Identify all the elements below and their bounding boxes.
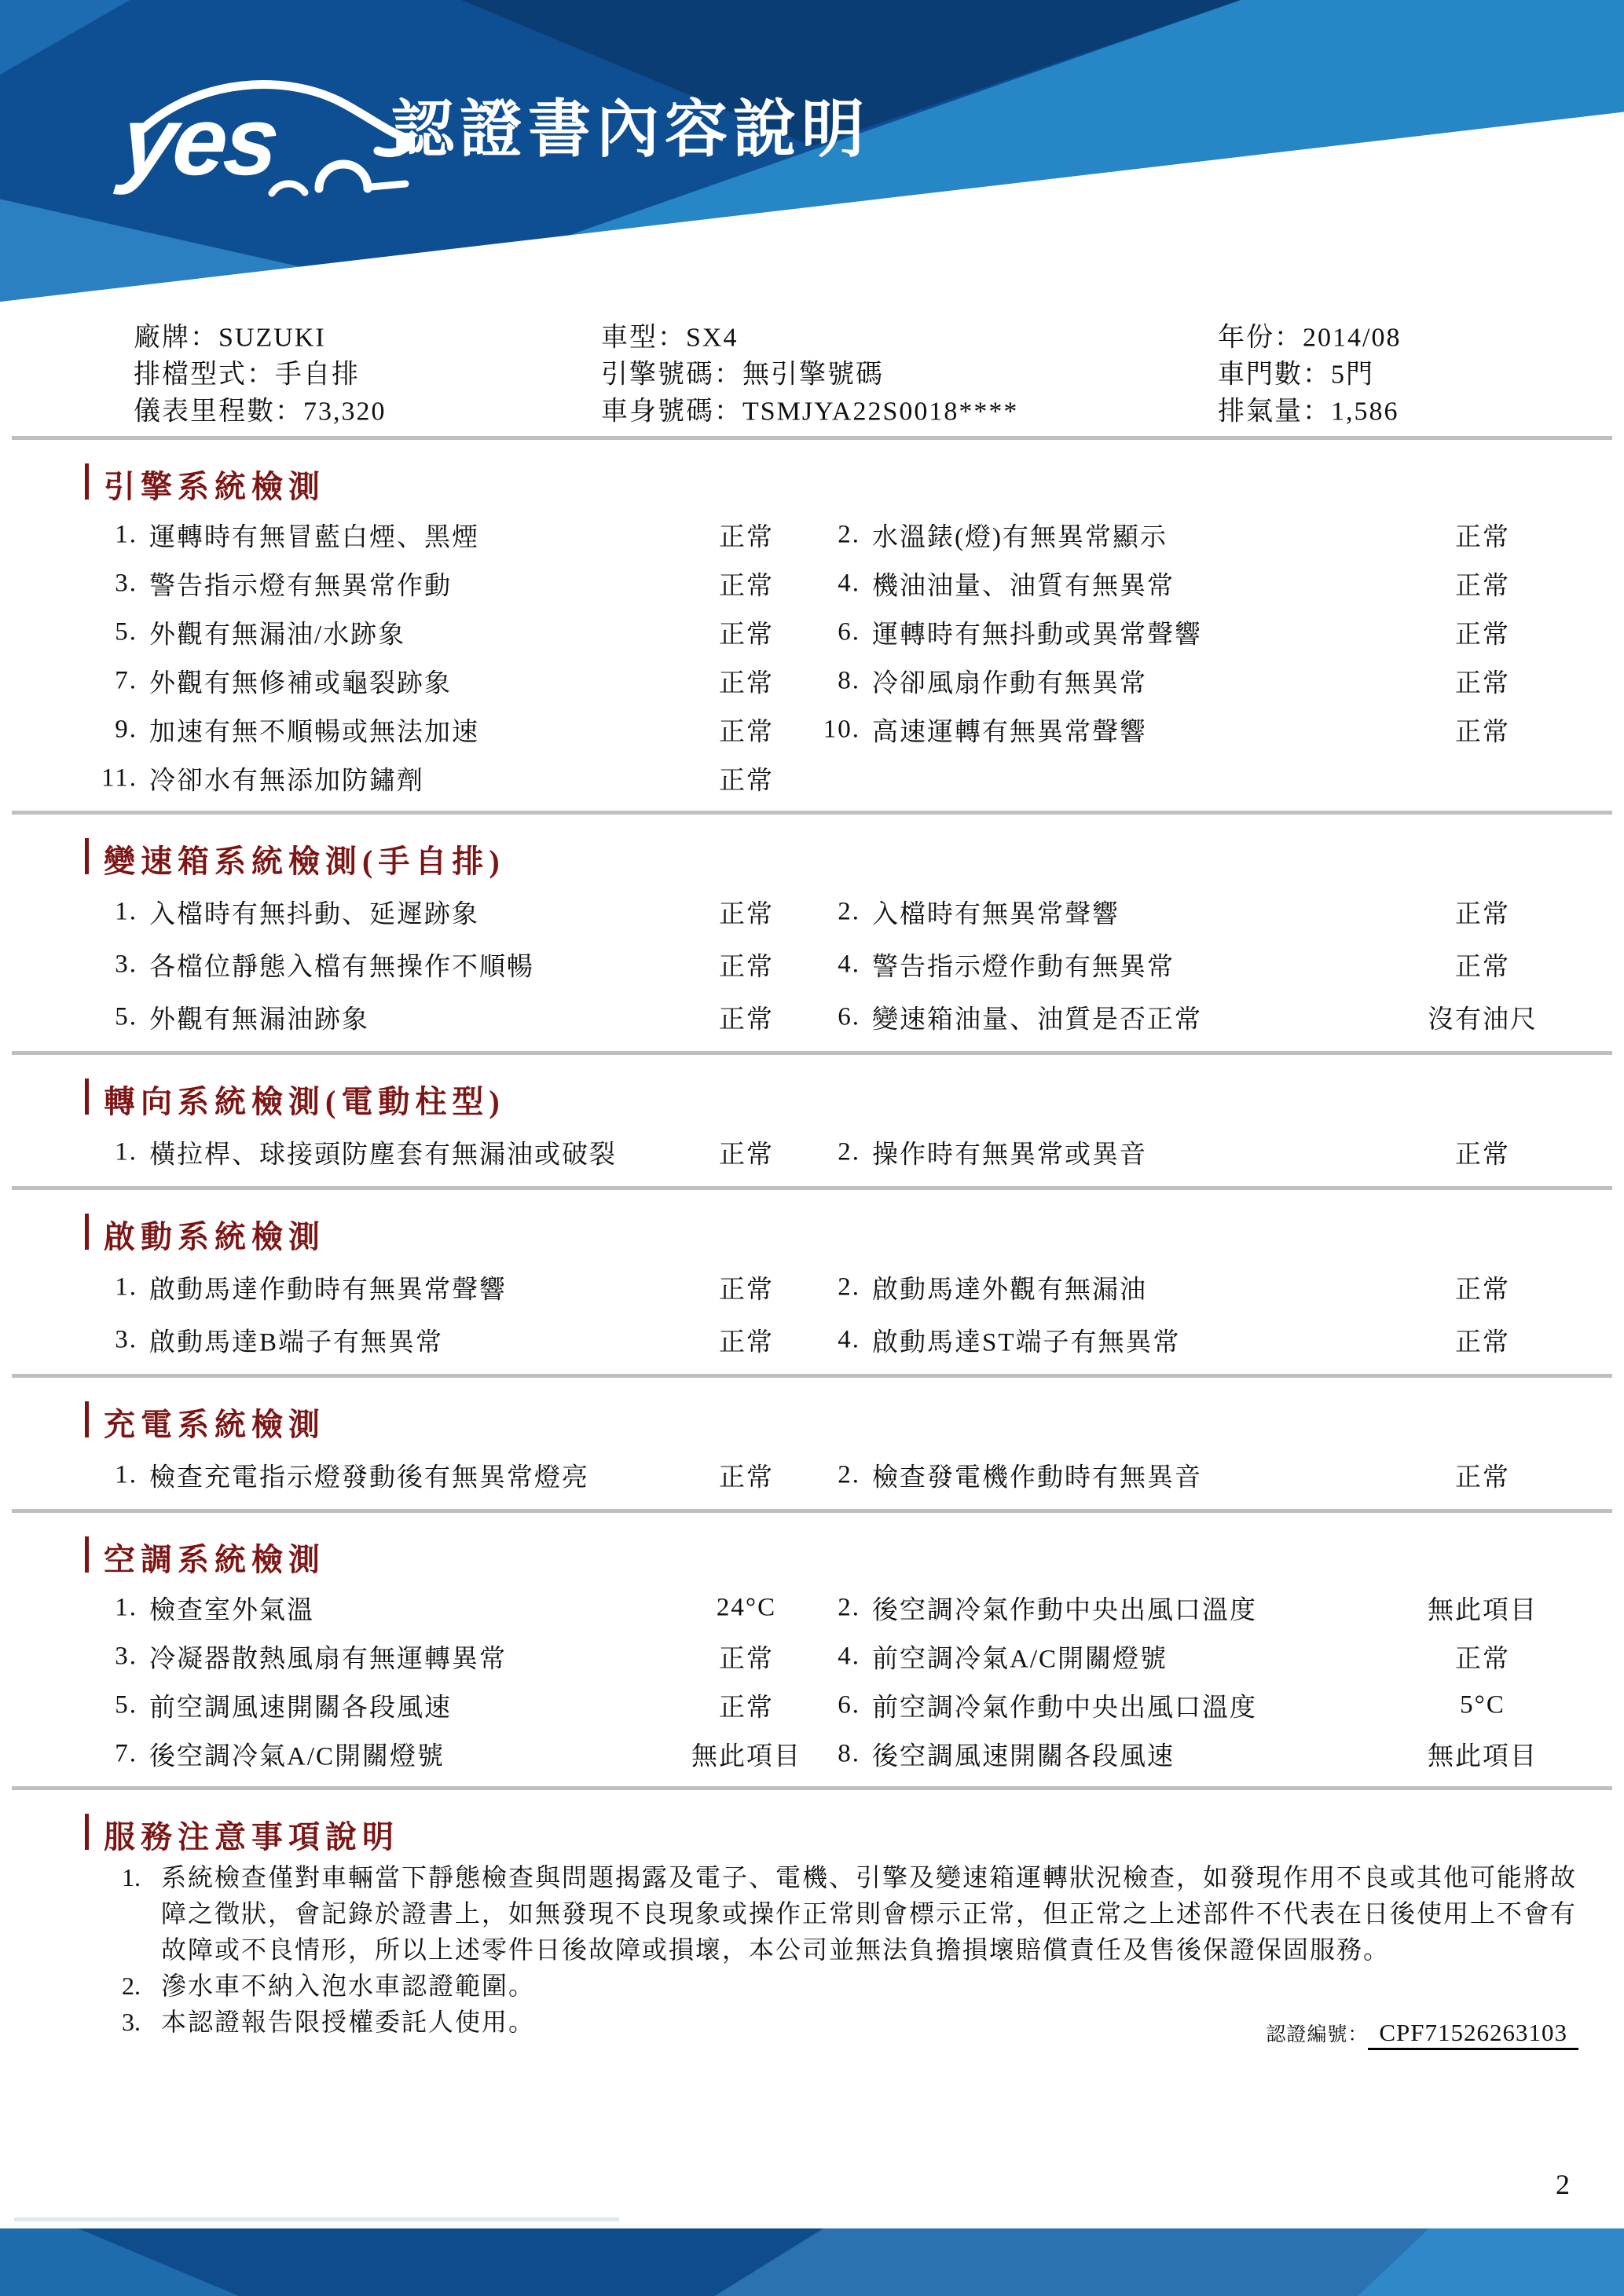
item-value: 正常: [719, 621, 774, 650]
vehicle-info-item: 年份：2014/08: [1218, 323, 1402, 352]
section-header: [0, 1535, 1624, 1577]
note-item: [90, 1859, 1624, 1968]
item-label: 運轉時有無冒藍白煙、黑煙: [149, 523, 479, 552]
item-value: 正常: [719, 1463, 774, 1492]
inspection-row: [0, 1448, 1624, 1501]
item-label: 冷凝器散熱風扇有無運轉異常: [149, 1645, 507, 1674]
item-value: 正常: [1455, 669, 1510, 698]
vehicle-info-item: 車型：SX4: [601, 323, 739, 352]
inspection-row: [0, 938, 1624, 991]
item-number: 2.: [838, 1137, 860, 1166]
item-label: 前空調冷氣作動中央出風口溫度: [872, 1694, 1257, 1723]
item-number: 4.: [838, 569, 860, 598]
page-number: 2: [1556, 2169, 1570, 2200]
car-silhouette-icon: [116, 66, 431, 231]
item-label: 啟動馬達ST端子有無異常: [872, 1328, 1181, 1357]
inspection-section: [0, 1535, 1624, 1790]
item-number: 11.: [101, 764, 137, 793]
item-number: 6.: [838, 617, 860, 646]
note-text: 本認證報告限授權委託人使用。: [161, 2008, 536, 2036]
item-number: 8.: [838, 1739, 860, 1768]
item-number: 3.: [115, 950, 137, 978]
inspection-section: [0, 462, 1624, 815]
certificate-number-value: CPF71526263103: [1368, 2019, 1578, 2050]
item-label: 高速運轉有無異常聲響: [872, 718, 1147, 747]
item-value: 正常: [719, 572, 774, 601]
inspection-section: [0, 1400, 1624, 1513]
inspection-section: [0, 1212, 1624, 1378]
item-label: 水溫錶(燈)有無異常顯示: [872, 523, 1168, 552]
item-value: 正常: [1455, 1328, 1510, 1357]
inspection-section: [0, 1077, 1624, 1190]
footer-accent-strip: [14, 2217, 619, 2221]
item-label: 檢查充電指示燈發動後有無異常燈亮: [149, 1463, 589, 1492]
inspection-row: [0, 1313, 1624, 1366]
section-header: [0, 1400, 1624, 1442]
item-label: 後空調冷氣作動中央出風口溫度: [872, 1596, 1257, 1625]
item-label: 機油油量、油質有無異常: [872, 572, 1175, 601]
divider: [12, 1509, 1612, 1513]
item-number: 3.: [115, 1325, 137, 1353]
inspection-row: [0, 511, 1624, 559]
item-value: 正常: [719, 1141, 774, 1169]
item-value: 沒有油尺: [1428, 1005, 1538, 1034]
note-text: 滲水車不納入泡水車認證範圍。: [161, 1972, 536, 2000]
item-number: 1.: [115, 1460, 137, 1489]
inspection-row: [0, 1632, 1624, 1681]
note-text: 系統檢查僅對車輛當下靜態檢查與問題揭露及電子、電機、引擎及變速箱運轉狀況檢查，如發現作用不良或其他可能將故障之徵狀，會記錄於證書上，如無發現不良現象或操作正常則會標示正常，但正常之上述部件不代表在日後使用上不會有故障或不良情形，所以上述零件日後故障或損壞，本公司並無法負擔損壞賠償責任及售後保證保固服務。: [161, 1863, 1578, 1964]
item-value: 無此項目: [1428, 1596, 1538, 1625]
vehicle-info-item: 車門數：5門: [1218, 360, 1374, 389]
note-item: [90, 1968, 1624, 2004]
section-title: 變速箱系統檢測(手自排): [104, 844, 505, 879]
item-number: 1.: [115, 520, 137, 549]
note-number: 2.: [122, 1972, 141, 2000]
vehicle-info: [0, 316, 1624, 427]
section-rows: [0, 885, 1624, 1043]
item-label: 警告指示燈有無異常作動: [149, 572, 452, 601]
vehicle-info-item: 廠牌：SUZUKI: [134, 323, 326, 352]
footer-banner: [0, 2228, 1624, 2296]
inspection-row: [0, 1584, 1624, 1632]
section-header: [0, 462, 1624, 504]
divider: [12, 811, 1612, 815]
divider: [12, 1786, 1612, 1790]
certificate-number-line: [1266, 2019, 1578, 2047]
item-value: 正常: [719, 1005, 774, 1034]
item-value: 正常: [1455, 572, 1510, 601]
item-value: 正常: [1455, 1141, 1510, 1169]
section-rows: [0, 1261, 1624, 1366]
vehicle-info-item: 車身號碼：TSMJYA22S0018****: [601, 397, 1019, 426]
section-bar: [85, 463, 89, 500]
item-value: 正常: [719, 953, 774, 981]
inspection-row: [0, 1730, 1624, 1778]
vehicle-info-row: [0, 316, 1624, 353]
page-title: 認證書內容說明: [391, 94, 870, 164]
item-number: 2.: [838, 1460, 860, 1489]
inspection-row: [0, 885, 1624, 938]
note-number: 1.: [122, 1863, 141, 1891]
item-label: 加速有無不順暢或無法加速: [149, 718, 479, 747]
section-title: 轉向系統檢測(電動柱型): [104, 1084, 505, 1119]
item-number: 4.: [838, 1325, 860, 1353]
inspection-row: [0, 559, 1624, 608]
item-value: 正常: [719, 523, 774, 552]
divider: [12, 1186, 1612, 1190]
section-header: [0, 1077, 1624, 1119]
inspection-section: [0, 837, 1624, 1055]
item-label: 橫拉桿、球接頭防塵套有無漏油或破裂: [149, 1141, 617, 1169]
service-notes-section: [0, 1812, 1624, 2040]
section-title: 引擎系統檢測: [104, 469, 325, 504]
certificate-number-label: 認證編號：: [1266, 2024, 1369, 2045]
section-header: [0, 1212, 1624, 1254]
item-value: 正常: [719, 900, 774, 928]
item-value: 無此項目: [1428, 1742, 1538, 1771]
item-label: 外觀有無漏油跡象: [149, 1005, 369, 1034]
item-value: 正常: [1455, 1463, 1510, 1492]
item-label: 入檔時有無異常聲響: [872, 900, 1120, 928]
item-label: 冷卻水有無添加防鏽劑: [149, 767, 424, 796]
notes-list: [0, 1859, 1624, 2040]
header-banner: [0, 0, 1624, 311]
section-rows: [0, 1584, 1624, 1778]
inspection-row: [0, 705, 1624, 754]
inspection-row: [0, 754, 1624, 803]
item-number: 9.: [115, 715, 137, 744]
item-number: 1.: [115, 1593, 137, 1622]
item-value: 正常: [719, 1328, 774, 1357]
item-number: 4.: [838, 950, 860, 978]
item-value: 24°C: [716, 1593, 777, 1622]
item-value: 正常: [1455, 953, 1510, 981]
item-value: 5°C: [1460, 1690, 1505, 1719]
item-label: 警告指示燈作動有無異常: [872, 953, 1175, 981]
item-number: 7.: [115, 666, 137, 695]
vehicle-info-item: 排氣量：1,586: [1218, 397, 1399, 426]
item-label: 入檔時有無抖動、延遲跡象: [149, 900, 479, 928]
section-title: 充電系統檢測: [104, 1407, 325, 1442]
item-number: 8.: [838, 666, 860, 695]
item-label: 檢查室外氣溫: [149, 1596, 314, 1625]
item-label: 啟動馬達作動時有無異常聲響: [149, 1276, 507, 1304]
item-value: 正常: [719, 1645, 774, 1674]
item-label: 操作時有無異常或異音: [872, 1141, 1147, 1169]
note-number: 3.: [122, 2008, 141, 2036]
item-number: 7.: [115, 1739, 137, 1768]
section-rows: [0, 1126, 1624, 1178]
item-number: 6.: [838, 1690, 860, 1719]
inspection-row: [0, 1681, 1624, 1730]
yes-logo-text: yes: [116, 87, 282, 196]
item-label: 變速箱油量、油質是否正常: [872, 1005, 1202, 1034]
inspection-row: [0, 991, 1624, 1043]
item-value: 正常: [719, 669, 774, 698]
item-number: 1.: [115, 897, 137, 925]
vehicle-info-item: 儀表里程數：73,320: [134, 397, 387, 426]
item-number: 3.: [115, 1642, 137, 1671]
section-bar: [85, 838, 89, 874]
divider: [12, 436, 1612, 440]
section-title: 啟動系統檢測: [104, 1219, 325, 1254]
item-number: 10.: [823, 715, 860, 744]
item-number: 2.: [838, 520, 860, 549]
item-number: 3.: [115, 569, 137, 598]
item-number: 1.: [115, 1273, 137, 1301]
inspection-row: [0, 657, 1624, 705]
section-bar: [85, 1814, 89, 1850]
item-number: 6.: [838, 1002, 860, 1031]
item-label: 檢查發電機作動時有無異音: [872, 1463, 1202, 1492]
item-number: 2.: [838, 1273, 860, 1301]
section-bar: [85, 1401, 89, 1437]
item-label: 後空調風速開關各段風速: [872, 1742, 1175, 1771]
item-number: 2.: [838, 897, 860, 925]
item-value: 正常: [1455, 523, 1510, 552]
divider: [12, 1374, 1612, 1378]
item-number: 5.: [115, 1002, 137, 1031]
section-bar: [85, 1214, 89, 1250]
vehicle-info-row: [0, 353, 1624, 390]
section-bar: [85, 1078, 89, 1115]
section-rows: [0, 1448, 1624, 1501]
item-label: 前空調風速開關各段風速: [149, 1694, 452, 1723]
item-label: 啟動馬達外觀有無漏油: [872, 1276, 1147, 1304]
item-value: 正常: [1455, 1276, 1510, 1304]
item-value: 正常: [1455, 621, 1510, 650]
item-number: 4.: [838, 1642, 860, 1671]
item-value: 正常: [1455, 718, 1510, 747]
item-value: 正常: [719, 718, 774, 747]
item-number: 1.: [115, 1137, 137, 1166]
item-value: 無此項目: [691, 1742, 801, 1771]
item-label: 冷卻風扇作動有無異常: [872, 669, 1147, 698]
inspection-row: [0, 608, 1624, 657]
vehicle-info-item: 排檔型式：手自排: [134, 360, 360, 389]
item-value: 正常: [719, 1276, 774, 1304]
item-value: 正常: [719, 1694, 774, 1723]
item-value: 正常: [1455, 900, 1510, 928]
item-label: 運轉時有無抖動或異常聲響: [872, 621, 1202, 650]
section-rows: [0, 511, 1624, 803]
section-header: [0, 837, 1624, 879]
section-header: [0, 1812, 1624, 1855]
inspection-sections: [0, 462, 1624, 1790]
item-label: 前空調冷氣A/C開關燈號: [872, 1645, 1168, 1674]
item-value: 正常: [1455, 1645, 1510, 1674]
item-label: 後空調冷氣A/C開關燈號: [149, 1742, 445, 1771]
item-label: 啟動馬達B端子有無異常: [149, 1328, 444, 1357]
inspection-row: [0, 1261, 1624, 1313]
item-number: 2.: [838, 1593, 860, 1622]
section-title: 空調系統檢測: [104, 1542, 325, 1577]
vehicle-info-item: 引擎號碼：無引擎號碼: [601, 360, 884, 389]
section-bar: [85, 1536, 89, 1573]
item-value: 正常: [719, 767, 774, 796]
item-number: 5.: [115, 617, 137, 646]
item-number: 5.: [115, 1690, 137, 1719]
vehicle-info-row: [0, 390, 1624, 427]
section-title: 服務注意事項說明: [104, 1819, 399, 1855]
yes-logo: [116, 66, 431, 231]
item-label: 外觀有無漏油/水跡象: [149, 621, 406, 650]
item-label: 外觀有無修補或龜裂跡象: [149, 669, 452, 698]
item-label: 各檔位靜態入檔有無操作不順暢: [149, 953, 534, 981]
inspection-row: [0, 1126, 1624, 1178]
divider: [12, 1051, 1612, 1055]
